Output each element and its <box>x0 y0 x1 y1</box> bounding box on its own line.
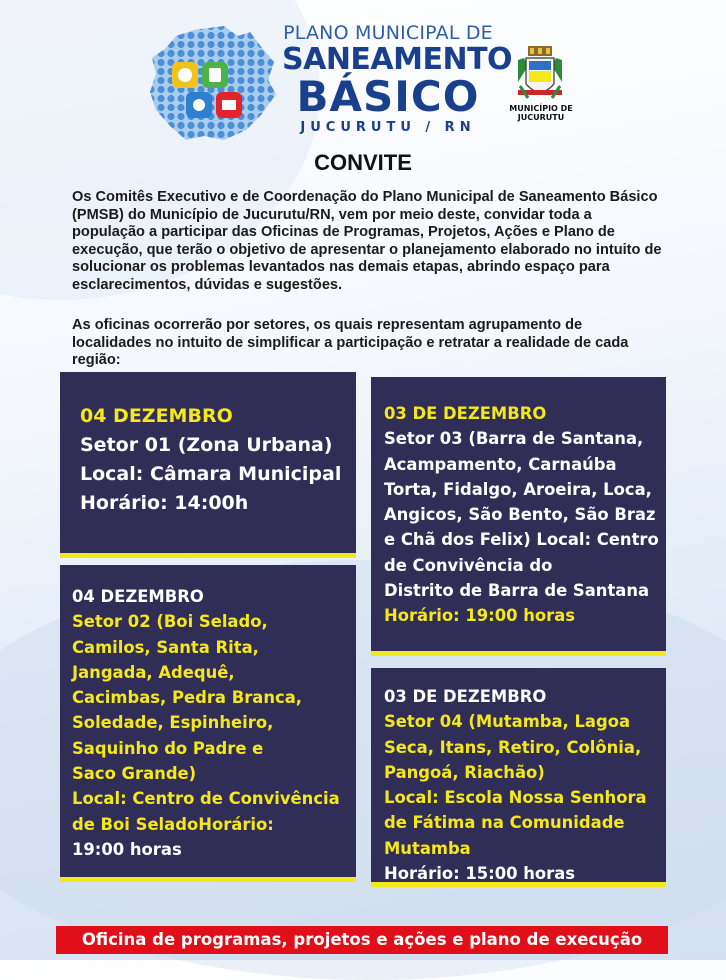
card-line: Jangada, Adequê, <box>72 662 235 682</box>
logo-line-city: JUCURUTU / RN <box>300 120 476 135</box>
card-line: Pangoá, Riachão) <box>384 762 545 782</box>
card-line: de Convivência do <box>384 555 553 575</box>
card-line: Acampamento, Carnaúba <box>384 454 617 474</box>
card-setor-03 <box>371 377 666 656</box>
water-tap-icon <box>172 62 198 88</box>
card-time: Horário: 19:00 horas <box>384 606 576 626</box>
card-line: Setor 04 (Mutamba, Lagoa <box>384 712 631 732</box>
sewage-icon <box>216 92 242 118</box>
card-line: Local: Escola Nossa Senhora <box>384 788 647 808</box>
recycle-bin-icon <box>202 62 228 88</box>
card-setor-04 <box>371 668 666 887</box>
logo-line-basico: BÁSICO <box>296 72 480 121</box>
card-line: Seca, Itans, Retiro, Colônia, <box>384 737 642 757</box>
card-line: Soledade, Espinheiro, <box>72 713 274 733</box>
card-line: Saco Grande) <box>72 764 197 784</box>
card-line: Cacimbas, Pedra Branca, <box>72 688 303 708</box>
card-line: de Fátima na Comunidade <box>384 813 625 833</box>
card-line: Distrito de Barra de Santana <box>384 581 650 601</box>
card-date: 04 DEZEMBRO <box>72 587 204 606</box>
drainage-icon <box>186 92 212 118</box>
card-line: Torta, Fidalgo, Aroeira, Loca, <box>384 479 652 499</box>
program-logo-text <box>282 22 513 135</box>
card-line: Angicos, São Bento, São Braz <box>384 505 656 525</box>
card-date: 04 DEZEMBRO <box>80 405 233 427</box>
card-date: 03 DE DEZEMBRO <box>384 687 547 706</box>
card-line: Local: Centro de Convivência <box>72 789 340 809</box>
crest-label: MUNICÍPIO DE JUCURUTU <box>509 104 573 122</box>
sanitation-logo-icon <box>146 22 280 144</box>
page-title: CONVITE <box>314 150 412 175</box>
footer-banner: Oficina de programas, projetos e ações e plano de execução <box>56 926 668 954</box>
card-date: 03 DE DEZEMBRO <box>384 404 547 423</box>
card-line: Setor 02 (Boi Selado, <box>72 612 268 632</box>
logo-line-plano: PLANO MUNICIPAL DE <box>283 22 493 44</box>
card-time: Horário: 15:00 horas <box>384 864 576 884</box>
intro-paragraph: Os Comitês Executivo e de Coordenação do Plano Municipal de Saneamento Básico (PMSB) do Município de Jucurutu/RN, vem por meio deste, convidar toda a população a participar das Oficinas de Programas, Projetos, Ações e Plano de execução, que terão o objetivo de apresentar o planejamento elaborado no intuito de solucionar os problemas levantados nas demais etapas, abrindo espaço para esclarecimentos, dúvidas e sugestões. <box>72 189 662 293</box>
card-time: 19:00 horas <box>72 839 182 859</box>
card-setor-02 <box>60 565 356 882</box>
card-time: Horário: 14:00h <box>80 492 249 514</box>
card-setor-01 <box>60 372 356 558</box>
municipal-crest-icon <box>514 46 566 106</box>
card-line: de Boi SeladoHorário: <box>72 814 274 834</box>
logo-line-saneamento: SANEAMENTO <box>282 42 513 77</box>
sectors-paragraph: As oficinas ocorrerão por setores, os quais representam agrupamento de localidades no intuito de simplificar a participação e retratar a realidade de cada região: <box>72 317 629 369</box>
card-location: Local: Câmara Municipal <box>80 463 342 485</box>
card-line: Camilos, Santa Rita, <box>72 637 259 657</box>
card-line: Mutamba <box>384 838 471 858</box>
card-sector: Setor 01 (Zona Urbana) <box>80 434 333 456</box>
card-line: Saquinho do Padre e <box>72 738 264 758</box>
card-line: e Chã dos Felix) Local: Centro <box>384 530 659 550</box>
card-line: Setor 03 (Barra de Santana, <box>384 429 644 449</box>
